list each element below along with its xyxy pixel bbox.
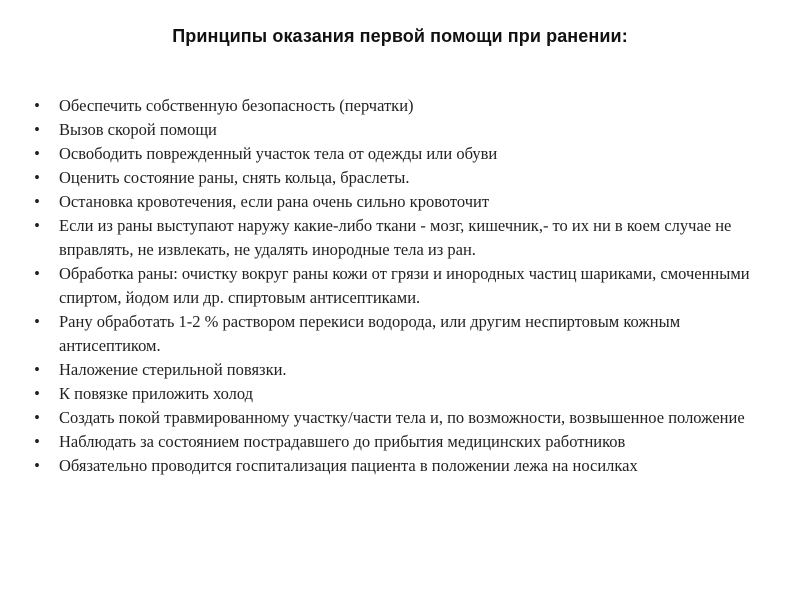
list-item [30, 358, 775, 382]
list-item-text: Наблюдать за состоянием пострадавшего до прибытия медицинских работников [59, 432, 626, 451]
bullet-dot: • [34, 120, 40, 139]
bullet-list [30, 94, 775, 478]
bullet-dot: • [34, 216, 40, 235]
list-item-text: Вызов скорой помощи [59, 120, 217, 139]
bullet-dot: • [34, 264, 40, 283]
list-item [30, 142, 775, 166]
list-item-text: Обязательно проводится госпитализация пациента в положении лежа на носилках [59, 456, 638, 475]
list-item [30, 94, 775, 118]
list-item-text: Если из раны выступают наружу какие-либо ткани - мозг, кишечник,- то их ни в коем случае не вправлять, не извлекать, не удалять инородные тела из ран. [59, 216, 732, 259]
list-item-text: Обеспечить собственную безопасность (перчатки) [59, 96, 414, 115]
bullet-dot: • [34, 456, 40, 475]
slide-title: Принципы оказания первой помощи при ранении: [172, 26, 628, 46]
bullet-dot: • [34, 144, 40, 163]
bullet-dot: • [34, 384, 40, 403]
list-item-text: Создать покой травмированному участку/части тела и, по возможности, возвышенное положение [59, 408, 745, 427]
list-item-text: Обработка раны: очистку вокруг раны кожи от грязи и инородных частиц шариками, смоченными спиртом, йодом или др. спиртовым антисептиками. [59, 264, 750, 307]
bullet-dot: • [34, 192, 40, 211]
bullet-dot: • [34, 360, 40, 379]
list-item [30, 430, 775, 454]
list-item [30, 190, 775, 214]
list-item [30, 166, 775, 190]
list-item [30, 310, 775, 358]
list-item [30, 454, 775, 478]
bullet-dot: • [34, 96, 40, 115]
list-item [30, 118, 775, 142]
list-item-text: Освободить поврежденный участок тела от одежды или обуви [59, 144, 498, 163]
bullet-dot: • [34, 408, 40, 427]
bullet-dot: • [34, 312, 40, 331]
list-item-text: Оценить состояние раны, снять кольца, браслеты. [59, 168, 410, 187]
bullet-dot: • [34, 168, 40, 187]
list-item-text: Остановка кровотечения, если рана очень сильно кровоточит [59, 192, 490, 211]
list-item [30, 214, 775, 262]
list-item-text: Наложение стерильной повязки. [59, 360, 287, 379]
list-item [30, 262, 775, 310]
list-item [30, 382, 775, 406]
bullet-dot: • [34, 432, 40, 451]
list-item [30, 406, 775, 430]
list-item-text: Рану обработать 1-2 % раствором перекиси водорода, или другим неспиртовым кожным антисептиком. [59, 312, 681, 355]
list-item-text: К повязке приложить холод [59, 384, 254, 403]
